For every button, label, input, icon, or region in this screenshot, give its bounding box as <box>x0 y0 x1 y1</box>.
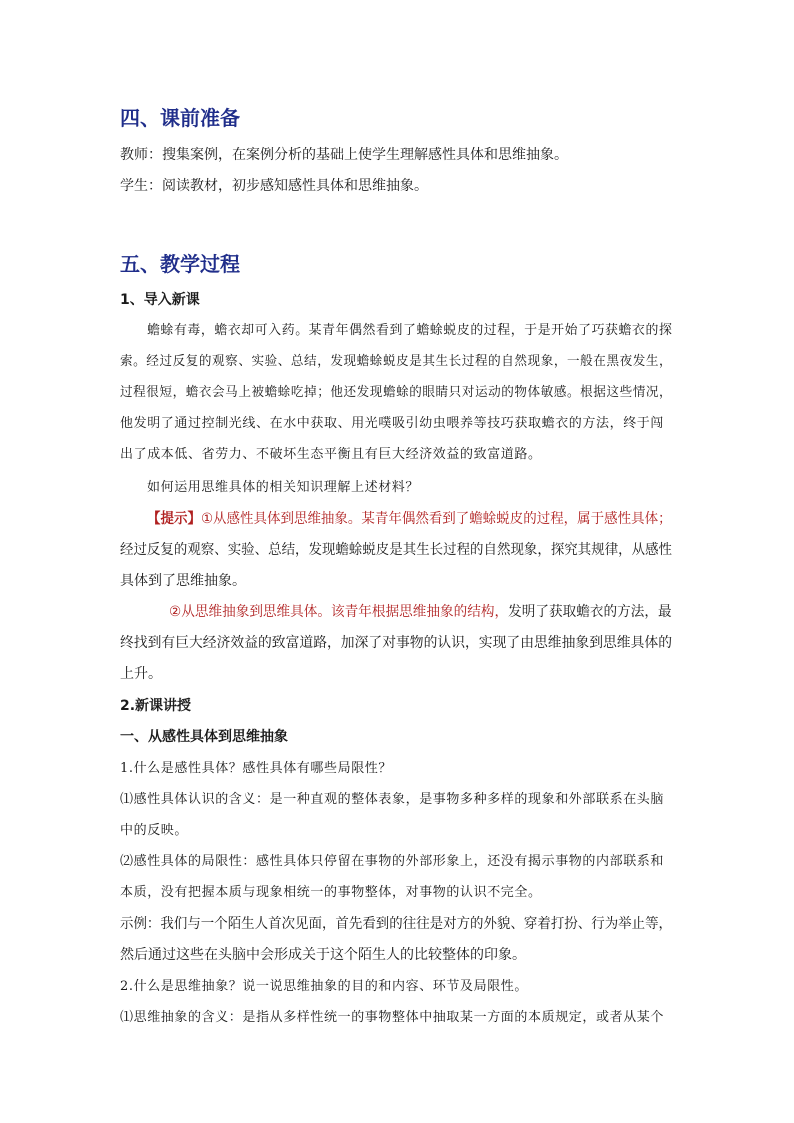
tip-label: 【提示】 <box>147 511 201 527</box>
teacher-prep-text: 教师：搜集案例，在案例分析的基础上使学生理解感性具体和思维抽象。 <box>120 147 568 163</box>
tip-2-tail: 发明了获取蟾衣的方法，最 <box>508 604 672 620</box>
intro-para-line: 索。经过反复的观察、实验、总结，发现蟾蜍蜕皮是其生长过程的自然现象，一般在黑夜发生， <box>120 354 673 369</box>
section-5-heading: 五、教学过程 <box>120 252 240 276</box>
tip-1-first-line: ①从感性具体到思维抽象。某青年偶然看到了蟾蜍蜕皮的过程，属于感性具体； <box>200 511 672 527</box>
answer-1-line: ⑴感性具体认识的含义：是一种直观的整体表象，是事物多种多样的现象和外部联系在头脑 <box>120 792 665 807</box>
question-1: 1.什么是感性具体？感性具体有哪些局限性？ <box>120 761 393 776</box>
intro-subheading: 1、导入新课 <box>120 292 200 308</box>
answer-3-line: ⑴思维抽象的含义：是指从多样性统一的事物整体中抽取某一方面的本质规定，或者从某个 <box>120 1010 665 1025</box>
tip-2-line: 上升。 <box>120 666 162 682</box>
part-1-heading: 一、从感性具体到思维抽象 <box>120 729 288 745</box>
example-line: 然后通过这些在头脑中会形成关于这个陌生人的比较整体的印象。 <box>120 947 526 963</box>
intro-para-line: 蟾蜍有毒，蟾衣却可入药。某青年偶然看到了蟾蜍蜕皮的过程，于是开始了巧获蟾衣的探 <box>147 323 673 338</box>
example-line: 示例：我们与一个陌生人首次见面，首先看到的往往是对方的外貌、穿着打扮、行为举止等， <box>120 916 673 932</box>
question-2: 2.什么是思维抽象？说一说思维抽象的目的和内容、环节及局限性。 <box>120 979 529 994</box>
answer-2-line: ⑵感性具体的局限性：感性具体只停留在事物的外部形象上，还没有揭示事物的内部联系和 <box>120 854 665 869</box>
intro-para-line: 过程很短，蟾衣会马上被蟾蜍吃掉；他还发现蟾蜍的眼睛只对运动的物体敏感。根据这些情况， <box>120 385 673 400</box>
answer-1-line: 中的反映。 <box>120 823 189 838</box>
student-prep-text: 学生：阅读教材，初步感知感性具体和思维抽象。 <box>120 178 428 194</box>
tip-2-head: ②从思维抽象到思维具体。该青年根据思维抽象的结构， <box>169 604 509 620</box>
tip-2-line <box>169 603 672 621</box>
tip-1-line: 经过反复的观察、实验、总结，发现蟾蜍蜕皮是其生长过程的自然现象，探究其规律，从感性 <box>120 542 673 558</box>
tip-2-line: 终找到有巨大经济效益的致富道路，加深了对事物的认识，实现了由思维抽象到思维具体的 <box>120 635 672 651</box>
intro-para-line: 他发明了通过控制光线、在水中获取、用光噗吸引幼虫喂养等技巧获取蟾衣的方法，终于闯 <box>120 416 665 431</box>
intro-para-line: 出了成本低、省劳力、不破坏生态平衡且有巨大经济效益的致富道路。 <box>120 447 542 462</box>
intro-question: 如何运用思维具体的相关知识理解上述材料？ <box>147 480 420 495</box>
tip-1-line: 具体到了思维抽象。 <box>120 573 246 589</box>
answer-2-line: 本质，没有把握本质与现象相统一的事物整体，对事物的认识不完全。 <box>120 885 542 900</box>
section-4-heading: 四、课前准备 <box>120 106 240 130</box>
new-lesson-subheading: 2.新课讲授 <box>120 698 192 714</box>
tip-line-1 <box>147 510 672 528</box>
